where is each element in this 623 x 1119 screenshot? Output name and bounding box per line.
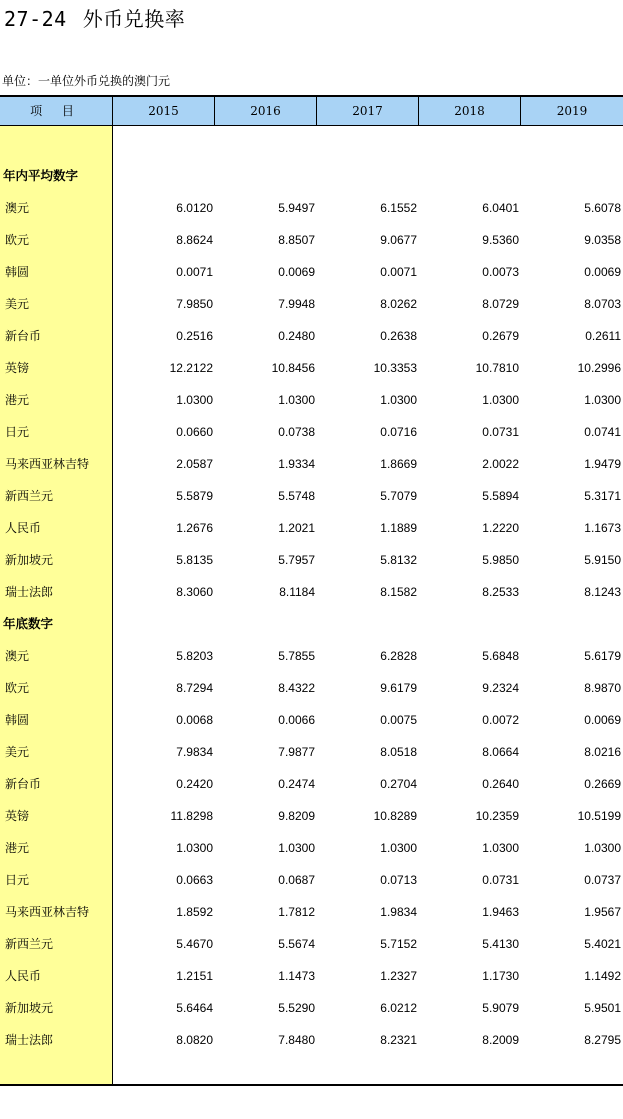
rate-cell: 9.8209 [278,809,315,823]
table-row [0,448,623,480]
rate-cell: 7.9948 [278,297,315,311]
rate-cell: 0.2669 [584,777,621,791]
rate-cell: 8.8507 [278,233,315,247]
rate-cell: 1.0300 [380,841,417,855]
rate-cell: 1.8592 [176,905,213,919]
section-row [0,608,623,640]
rate-cell: 1.2327 [380,969,417,983]
table-row [0,416,623,448]
rate-cell: 6.2828 [380,649,417,663]
rate-cell: 8.0216 [584,745,621,759]
currency-label: 新加坡元 [5,1001,54,1015]
rate-cell: 8.2795 [584,1033,621,1047]
table-row [0,384,623,416]
rate-cell: 8.4322 [278,681,315,695]
currency-label: 港元 [5,393,30,407]
rate-cell: 0.0741 [584,425,621,439]
page-title [4,4,185,34]
table-row [0,832,623,864]
table-row [0,864,623,896]
table-number: 27-24 [4,7,67,31]
currency-label: 港元 [5,841,30,855]
rate-cell: 5.4130 [482,937,519,951]
rate-cell: 10.8289 [373,809,417,823]
rate-cell: 0.2516 [176,329,213,343]
table-row [0,768,623,800]
currency-label: 新台币 [5,777,42,791]
rate-cell: 1.1473 [278,969,315,983]
rate-cell: 8.2321 [380,1033,417,1047]
rate-cell: 5.5894 [482,489,519,503]
rate-cell: 8.0729 [482,297,519,311]
rate-cell: 0.0075 [380,713,417,727]
rate-cell: 0.2638 [380,329,417,343]
rate-cell: 5.6179 [584,649,621,663]
rate-cell: 1.0300 [176,841,213,855]
rate-cell: 0.0066 [278,713,315,727]
rate-cell: 0.2679 [482,329,519,343]
rate-cell: 5.9850 [482,553,519,567]
currency-label: 新西兰元 [5,937,54,951]
table-body [0,160,623,1056]
rate-cell: 8.0262 [380,297,417,311]
rate-cell: 5.5674 [278,937,315,951]
rate-cell: 5.7957 [278,553,315,567]
rate-cell: 7.9877 [278,745,315,759]
section-row [0,160,623,192]
rate-cell: 1.0300 [278,393,315,407]
rate-cell: 10.5199 [577,809,621,823]
table-row [0,960,623,992]
table-row [0,672,623,704]
table-row [0,896,623,928]
rate-cell: 1.0300 [176,393,213,407]
rate-cell: 0.0713 [380,873,417,887]
currency-label: 欧元 [5,681,30,695]
table-row [0,256,623,288]
rate-cell: 9.5360 [482,233,519,247]
currency-label: 瑞士法郎 [5,1033,54,1047]
rate-cell: 5.6464 [176,1001,213,1015]
rate-cell: 5.5748 [278,489,315,503]
table-row [0,480,623,512]
unit-note: 单位：一单位外币兑换的澳门元 [2,74,171,88]
rate-cell: 0.0660 [176,425,213,439]
rate-cell: 0.0663 [176,873,213,887]
table-row [0,224,623,256]
rate-cell: 9.2324 [482,681,519,695]
rate-cell: 1.2676 [176,521,213,535]
rate-cell: 0.0069 [278,265,315,279]
rate-cell: 0.0738 [278,425,315,439]
rate-cell: 0.0073 [482,265,519,279]
rate-cell: 1.2021 [278,521,315,535]
rate-cell: 0.0069 [584,265,621,279]
currency-label: 欧元 [5,233,30,247]
rate-cell: 2.0022 [482,457,519,471]
rate-cell: 8.0820 [176,1033,213,1047]
rate-cell: 0.0737 [584,873,621,887]
rate-cell: 10.2996 [577,361,621,375]
table-bottom-rule [0,1084,623,1086]
table-row [0,352,623,384]
rate-cell: 5.9079 [482,1001,519,1015]
table-row [0,704,623,736]
header-year: 2016 [215,97,317,125]
rate-cell: 8.9870 [584,681,621,695]
header-year: 2015 [113,97,215,125]
table-row [0,576,623,608]
table-header [0,97,623,126]
rate-cell: 8.2533 [482,585,519,599]
header-year: 2018 [419,97,521,125]
rate-cell: 6.0120 [176,201,213,215]
rate-cell: 1.9463 [482,905,519,919]
rate-cell: 1.9567 [584,905,621,919]
currency-label: 澳元 [5,649,30,663]
rate-cell: 0.0687 [278,873,315,887]
rate-cell: 9.0677 [380,233,417,247]
rate-cell: 0.0071 [380,265,417,279]
rate-cell: 2.0587 [176,457,213,471]
rate-cell: 10.2359 [475,809,519,823]
rate-cell: 0.2704 [380,777,417,791]
rate-cell: 0.2420 [176,777,213,791]
table-row [0,640,623,672]
rate-cell: 7.8480 [278,1033,315,1047]
rate-cell: 9.6179 [380,681,417,695]
rate-cell: 1.2220 [482,521,519,535]
currency-label: 人民币 [5,969,42,983]
rate-cell: 7.9850 [176,297,213,311]
rate-cell: 5.8203 [176,649,213,663]
rate-cell: 12.2122 [169,361,213,375]
rate-cell: 5.4021 [584,937,621,951]
rate-cell: 5.7152 [380,937,417,951]
currency-label: 澳元 [5,201,30,215]
currency-label: 英镑 [5,809,30,823]
rate-cell: 10.7810 [475,361,519,375]
rate-cell: 5.8135 [176,553,213,567]
rate-cell: 0.2640 [482,777,519,791]
rate-cell: 5.4670 [176,937,213,951]
rate-cell: 11.8298 [170,809,213,823]
header-year: 2019 [556,104,588,118]
table-row [0,512,623,544]
currency-label: 美元 [5,297,30,311]
rate-cell: 9.0358 [584,233,621,247]
table-row [0,992,623,1024]
rate-cell: 8.3060 [176,585,213,599]
table-row [0,1024,623,1056]
currency-label: 马来西亚林吉特 [5,457,90,471]
rate-cell: 8.1582 [380,585,417,599]
table-row [0,800,623,832]
rate-cell: 0.0716 [380,425,417,439]
currency-label: 马来西亚林吉特 [5,905,90,919]
table-row [0,192,623,224]
section-label: 年内平均数字 [3,168,79,183]
rate-cell: 5.7855 [278,649,315,663]
rate-cell: 1.0300 [482,393,519,407]
rate-cell: 8.8624 [176,233,213,247]
rate-cell: 0.0069 [584,713,621,727]
rate-cell: 0.2474 [278,777,315,791]
rate-cell: 10.3353 [373,361,417,375]
rate-cell: 0.0071 [176,265,213,279]
rate-cell: 8.1243 [584,585,621,599]
rate-cell: 1.1889 [380,521,417,535]
rate-cell: 0.2480 [278,329,315,343]
rate-cell: 8.0703 [584,297,621,311]
currency-label: 新台币 [5,329,42,343]
rate-cell: 8.7294 [176,681,213,695]
currency-label: 新西兰元 [5,489,54,503]
rate-cell: 5.3171 [584,489,621,503]
table-row [0,288,623,320]
currency-label: 人民币 [5,521,42,535]
rate-cell: 0.0731 [482,425,519,439]
table-row [0,736,623,768]
rate-cell: 0.0072 [482,713,519,727]
rate-cell: 8.2009 [482,1033,519,1047]
table-row [0,544,623,576]
rate-cell: 1.9834 [380,905,417,919]
rate-cell: 10.8456 [271,361,315,375]
rate-cell: 1.9334 [278,457,315,471]
rate-cell: 1.0300 [380,393,417,407]
rate-cell: 1.1673 [584,521,621,535]
currency-label: 新加坡元 [5,553,54,567]
rate-cell: 6.1552 [380,201,417,215]
table-title: 外币兑换率 [82,7,186,31]
currency-label: 日元 [5,873,30,887]
rate-cell: 1.0300 [584,841,621,855]
rate-cell: 1.0300 [278,841,315,855]
rate-cell: 6.0212 [380,1001,417,1015]
rate-cell: 6.0401 [482,201,519,215]
header-year: 2017 [317,97,419,125]
rate-cell: 5.9501 [584,1001,621,1015]
rate-cell: 0.0731 [482,873,519,887]
rate-cell: 8.1184 [279,585,315,599]
currency-label: 瑞士法郎 [5,585,54,599]
table-row [0,928,623,960]
rate-cell: 1.2151 [176,969,213,983]
rate-cell: 1.0300 [584,393,621,407]
rate-cell: 1.8669 [380,457,417,471]
rate-cell: 5.9150 [584,553,621,567]
section-label: 年底数字 [3,616,54,631]
rate-cell: 0.2611 [585,329,621,343]
currency-label: 日元 [5,425,30,439]
rate-cell: 1.1730 [482,969,519,983]
rate-cell: 8.0518 [380,745,417,759]
rate-cell: 5.5290 [278,1001,315,1015]
currency-label: 韩圆 [5,713,30,727]
rate-cell: 8.0664 [482,745,519,759]
rate-cell: 5.5879 [176,489,213,503]
header-item: 项 目 [0,97,113,125]
currency-label: 英镑 [5,361,30,375]
rate-cell: 5.6848 [482,649,519,663]
rate-cell: 5.7079 [380,489,417,503]
currency-label: 美元 [5,745,30,759]
rate-cell: 1.9479 [584,457,621,471]
currency-label: 韩圆 [5,265,30,279]
rate-cell: 0.0068 [176,713,213,727]
rate-cell: 7.9834 [176,745,213,759]
rate-cell: 5.6078 [584,201,621,215]
rate-cell: 1.7812 [278,905,315,919]
table-row [0,320,623,352]
rate-cell: 1.1492 [584,969,621,983]
rate-cell: 5.8132 [380,553,417,567]
rate-cell: 1.0300 [482,841,519,855]
rate-cell: 5.9497 [278,201,315,215]
